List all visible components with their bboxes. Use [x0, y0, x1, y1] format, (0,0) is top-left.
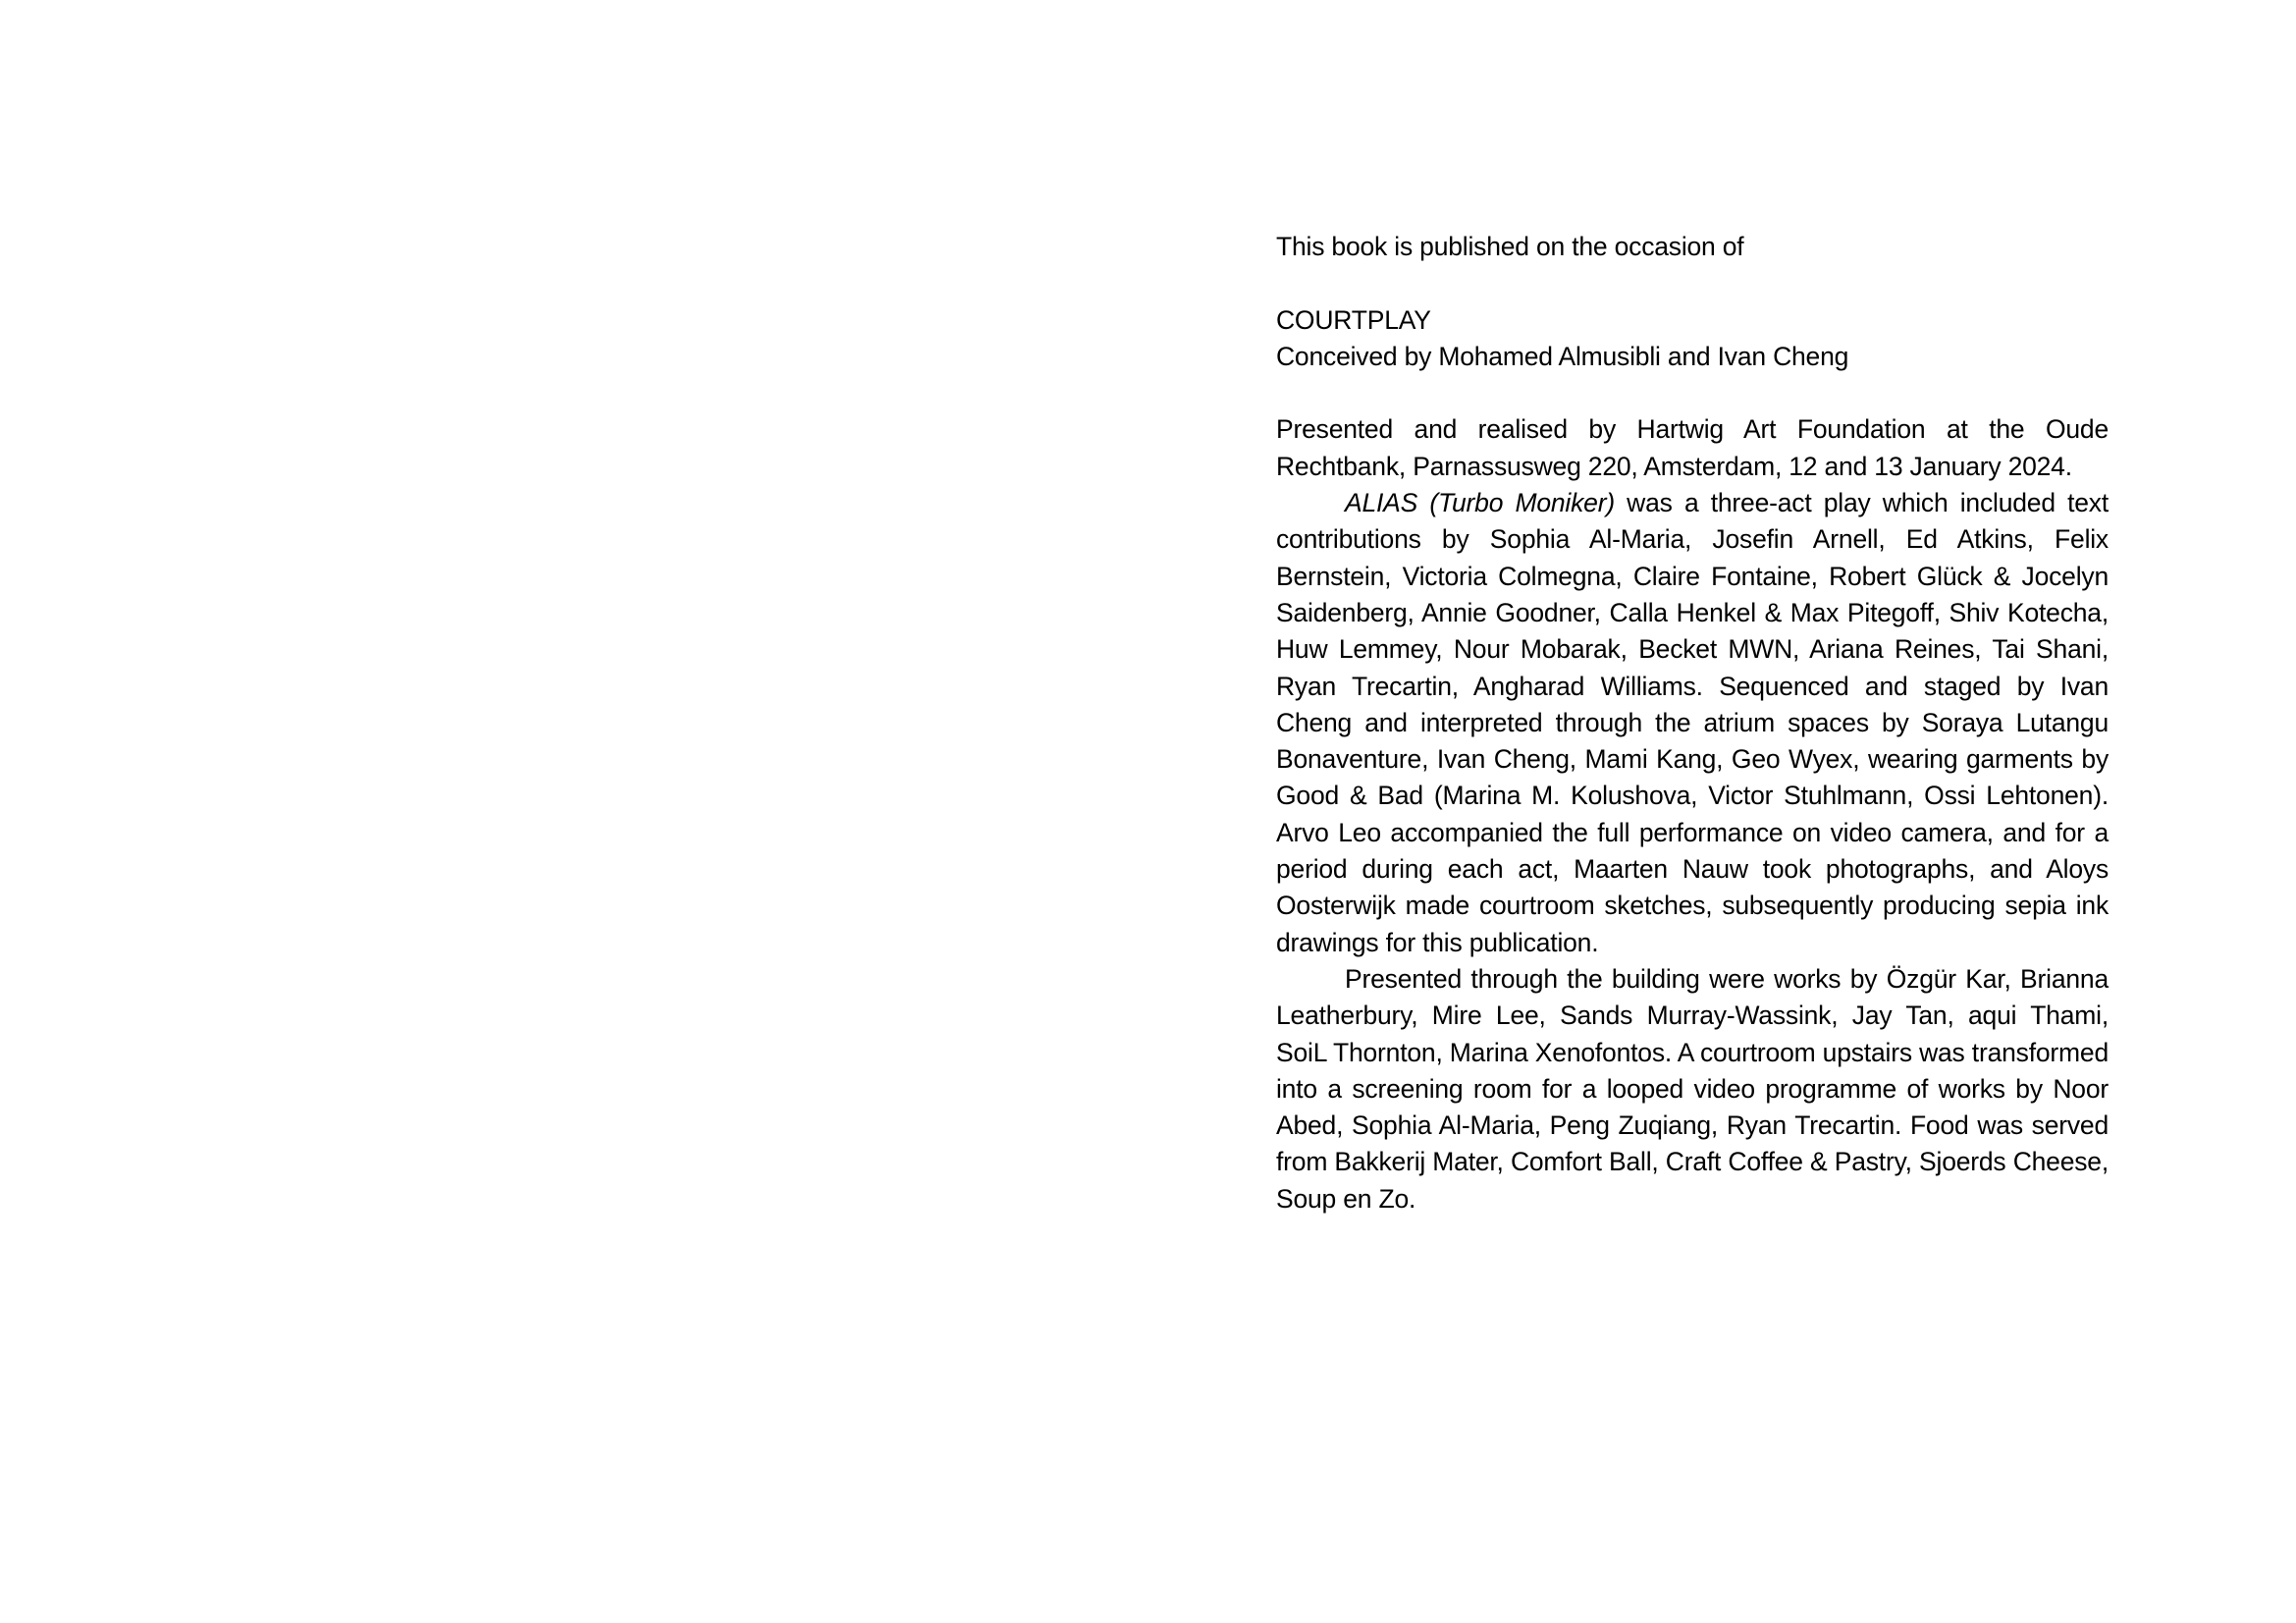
alias-title: ALIAS (Turbo Moniker): [1345, 488, 1615, 518]
project-title: COURTPLAY: [1276, 304, 1431, 335]
presentation-paragraph: Presented and realised by Hartwig Art Foundation at the Oude Rechtbank, Parnassusweg 220, Amsterdam, 12 and 13 January 2024.: [1276, 414, 2109, 481]
right-page: [1148, 0, 2296, 1623]
spacer: [1276, 265, 2109, 301]
alias-description: was a three-act play which included text contributions by Sophia Al-Maria, Josefin Arnell, Ed Atkins, Felix Bernstein, Victoria Colmegna, Claire Fontaine, Robert Glück & Jocelyn Saidenberg, Annie Goodner, Calla Henkel & Max Pitegoff, Shiv Kotecha, Huw Lemmey, Nour Mobarak, Becket MWN, Ariana Reines, Tai Shani, Ryan Trecartin, Angharad Williams. Sequenced and staged by Ivan Cheng and interpreted through the atrium spaces by Soraya Lutangu Bonaventure, Ivan Cheng, Mami Kang, Geo Wyex, wearing garments by Good & Bad (Marina M. Kolushova, Victor Stuhlmann, Ossi Lehtonen). Arvo Leo accompanied the full performance on video camera, and for a period during each act, Maarten Nauw took photographs, and Aloys Oosterwijk made courtroom sketches, subsequently producing sepia ink drawings for this publication.: [1276, 488, 2109, 957]
works-paragraph: Presented through the building were works by Özgür Kar, Brianna Leatherbury, Mire Lee, Sands Murray-Wassink, Jay Tan, aqui Thami, SoiL Thornton, Marina Xenofontos. A courtroom upstairs was transformed into a screening room for a looped video programme of works by Noor Abed, Sophia Al-Maria, Peng Zuqiang, Ryan Trecartin. Food was served from Bakkerij Mater, Comfort Ball, Craft Coffee & Pastry, Sjoerds Cheese, Soup en Zo.: [1276, 963, 2109, 1214]
spacer: [1276, 375, 2109, 411]
alias-paragraph: [1276, 485, 2109, 961]
conceived-by-line: Conceived by Mohamed Almusibli and Ivan Cheng: [1276, 341, 1849, 371]
occasion-line: This book is published on the occasion of: [1276, 232, 1744, 261]
colophon-text: [1276, 229, 2109, 1217]
